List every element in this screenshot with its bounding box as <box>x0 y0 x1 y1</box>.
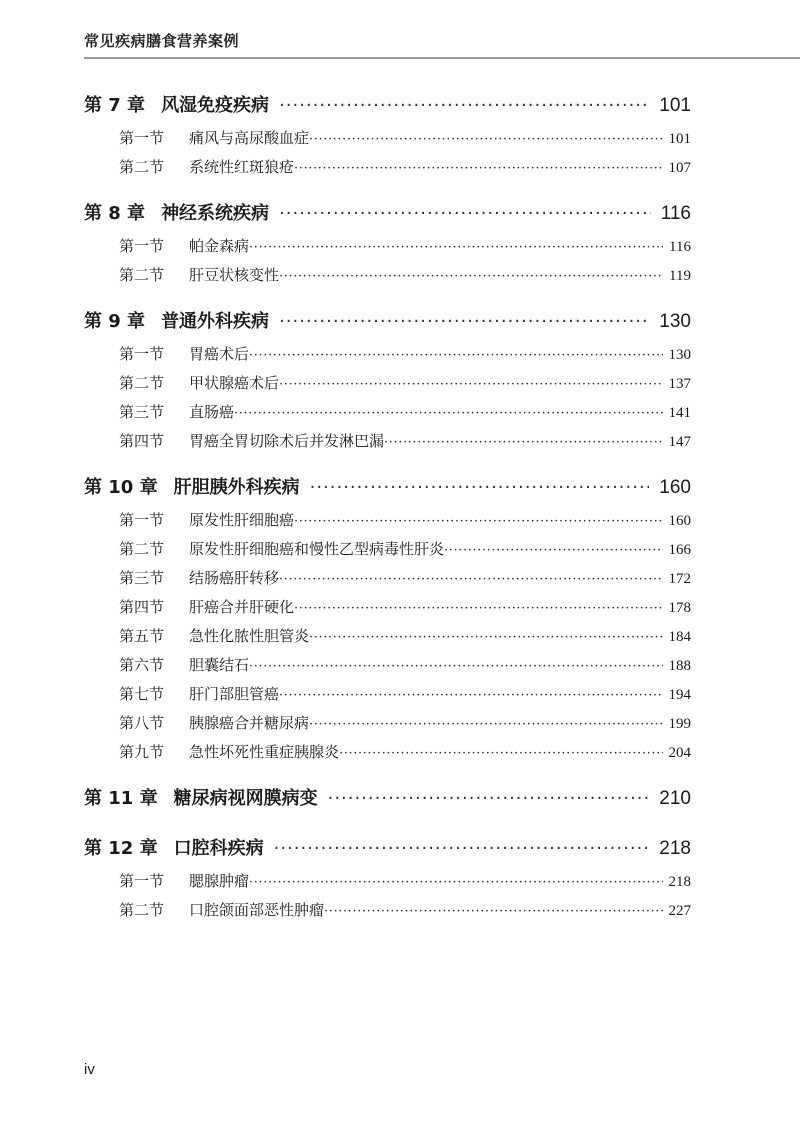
section-entry[interactable] <box>84 124 691 153</box>
section-entry[interactable] <box>84 369 691 398</box>
chapter-block <box>84 831 691 925</box>
chapter-entry[interactable] <box>84 831 691 867</box>
section-entry[interactable] <box>84 564 691 593</box>
section-page-number: 101 <box>668 131 691 147</box>
chapter-title: 风湿免疫疾病 <box>161 95 270 116</box>
chapter-page-number: 210 <box>659 788 691 809</box>
chapter-page-number: 116 <box>660 203 691 224</box>
section-title: 肝门部胆管癌 <box>189 685 280 703</box>
section-label: 第一节 <box>119 872 165 890</box>
section-page-number: 107 <box>668 160 691 176</box>
section-title: 痛风与高尿酸血症 <box>189 129 310 147</box>
chapter-title: 糖尿病视网膜病变 <box>173 788 318 809</box>
section-entry[interactable] <box>84 427 691 456</box>
section-label: 第二节 <box>119 374 165 392</box>
section-label: 第一节 <box>119 237 165 255</box>
section-title: 肝癌合并肝硬化 <box>189 598 295 616</box>
section-entry[interactable] <box>84 398 691 427</box>
chapter-page-number: 101 <box>659 95 691 116</box>
dot-leader <box>249 868 663 897</box>
dot-leader <box>249 341 663 370</box>
section-page-number: 199 <box>668 716 691 732</box>
chapter-page-number: 160 <box>659 477 691 498</box>
section-page-number: 130 <box>668 347 691 363</box>
section-title: 急性化脓性胆管炎 <box>189 627 310 645</box>
section-label: 第三节 <box>119 569 165 587</box>
section-page-number: 194 <box>668 687 691 703</box>
running-header-title: 常见疾病膳食营养案例 <box>84 32 240 50</box>
section-label: 第四节 <box>119 598 165 616</box>
dot-leader <box>279 565 663 594</box>
section-label: 第二节 <box>119 158 165 176</box>
section-page-number: 147 <box>668 434 691 450</box>
section-entry[interactable] <box>84 593 691 622</box>
chapter-label: 第 10 章 <box>84 477 158 498</box>
section-label: 第三节 <box>119 403 165 421</box>
dot-leader <box>309 623 663 652</box>
section-title: 胃癌术后 <box>189 345 250 363</box>
chapter-label: 第 12 章 <box>84 838 158 859</box>
section-title: 胆囊结石 <box>189 656 250 674</box>
section-label: 第七节 <box>119 685 165 703</box>
section-title: 结肠癌肝转移 <box>189 569 280 587</box>
chapter-label: 第 7 章 <box>84 95 146 116</box>
section-entry[interactable] <box>84 867 691 896</box>
section-entry[interactable] <box>84 709 691 738</box>
chapter-page-number: 218 <box>659 838 691 859</box>
page-number: iv <box>84 1061 95 1078</box>
dot-leader <box>249 652 663 681</box>
section-entry[interactable] <box>84 680 691 709</box>
section-title: 胃癌全胃切除术后并发淋巴漏 <box>189 432 385 450</box>
dot-leader <box>384 428 663 457</box>
dot-leader <box>279 262 663 291</box>
section-page-number: 116 <box>669 239 691 255</box>
dot-leader <box>339 739 663 768</box>
section-label: 第四节 <box>119 432 165 450</box>
section-title: 腮腺肿瘤 <box>189 872 250 890</box>
dot-leader <box>309 710 663 739</box>
chapter-label: 第 9 章 <box>84 311 146 332</box>
chapter-title: 口腔科疾病 <box>173 838 264 859</box>
section-entry[interactable] <box>84 535 691 564</box>
chapter-entry[interactable] <box>84 88 691 124</box>
section-entry[interactable] <box>84 622 691 651</box>
section-title: 胰腺癌合并糖尿病 <box>189 714 310 732</box>
section-entry[interactable] <box>84 340 691 369</box>
chapter-page-number: 130 <box>659 311 691 332</box>
dot-leader <box>309 125 663 154</box>
dot-leader <box>279 196 651 232</box>
chapter-entry[interactable] <box>84 470 691 506</box>
chapter-title: 肝胆胰外科疾病 <box>173 477 300 498</box>
section-title: 肝豆状核变性 <box>189 266 280 284</box>
section-title: 直肠癌 <box>189 403 235 421</box>
section-title: 口腔颌面部恶性肿瘤 <box>189 901 325 919</box>
section-entry[interactable] <box>84 506 691 535</box>
chapter-label: 第 8 章 <box>84 203 146 224</box>
section-entry[interactable] <box>84 261 691 290</box>
chapter-entry[interactable] <box>84 196 691 232</box>
section-entry[interactable] <box>84 896 691 925</box>
dot-leader <box>279 681 663 710</box>
section-entry[interactable] <box>84 232 691 261</box>
section-label: 第六节 <box>119 656 165 674</box>
section-page-number: 188 <box>668 658 691 674</box>
dot-leader <box>294 507 663 536</box>
section-entry[interactable] <box>84 651 691 680</box>
section-label: 第一节 <box>119 345 165 363</box>
dot-leader <box>310 470 650 506</box>
section-entry[interactable] <box>84 153 691 182</box>
dot-leader <box>294 154 663 183</box>
chapter-entry[interactable] <box>84 781 691 817</box>
section-title: 系统性红斑狼疮 <box>189 158 295 176</box>
section-label: 第二节 <box>119 266 165 284</box>
dot-leader <box>234 399 663 428</box>
section-label: 第九节 <box>119 743 165 761</box>
section-page-number: 119 <box>669 268 691 284</box>
dot-leader <box>279 304 649 340</box>
chapter-block <box>84 304 691 456</box>
chapter-title: 普通外科疾病 <box>161 311 270 332</box>
section-title: 原发性肝细胞癌 <box>189 511 295 529</box>
section-page-number: 141 <box>668 405 691 421</box>
dot-leader <box>294 594 663 623</box>
section-page-number: 218 <box>668 874 691 890</box>
dot-leader <box>328 781 650 817</box>
dot-leader <box>324 897 663 926</box>
section-page-number: 172 <box>668 571 691 587</box>
section-title: 甲状腺癌术后 <box>189 374 280 392</box>
section-title: 急性坏死性重症胰腺炎 <box>189 743 340 761</box>
section-title: 原发性肝细胞癌和慢性乙型病毒性肝炎 <box>189 540 445 558</box>
section-label: 第八节 <box>119 714 165 732</box>
section-label: 第一节 <box>119 511 165 529</box>
chapter-block <box>84 88 691 182</box>
section-page-number: 227 <box>668 903 691 919</box>
chapter-entry[interactable] <box>84 304 691 340</box>
header-rule <box>84 57 800 59</box>
section-label: 第二节 <box>119 901 165 919</box>
section-page-number: 184 <box>668 629 691 645</box>
dot-leader <box>279 370 663 399</box>
section-page-number: 160 <box>668 513 691 529</box>
section-label: 第二节 <box>119 540 165 558</box>
section-title: 帕金森病 <box>189 237 250 255</box>
dot-leader <box>444 536 663 565</box>
section-page-number: 204 <box>668 745 691 761</box>
chapter-block <box>84 196 691 290</box>
chapter-block <box>84 470 691 767</box>
section-entry[interactable] <box>84 738 691 767</box>
dot-leader <box>249 233 663 262</box>
dot-leader <box>274 831 650 867</box>
chapter-label: 第 11 章 <box>84 788 158 809</box>
section-label: 第一节 <box>119 129 165 147</box>
section-page-number: 166 <box>668 542 691 558</box>
chapter-title: 神经系统疾病 <box>161 203 270 224</box>
section-label: 第五节 <box>119 627 165 645</box>
chapter-block <box>84 781 691 817</box>
section-page-number: 178 <box>668 600 691 616</box>
table-of-contents <box>84 88 691 939</box>
dot-leader <box>279 88 649 124</box>
section-page-number: 137 <box>668 376 691 392</box>
